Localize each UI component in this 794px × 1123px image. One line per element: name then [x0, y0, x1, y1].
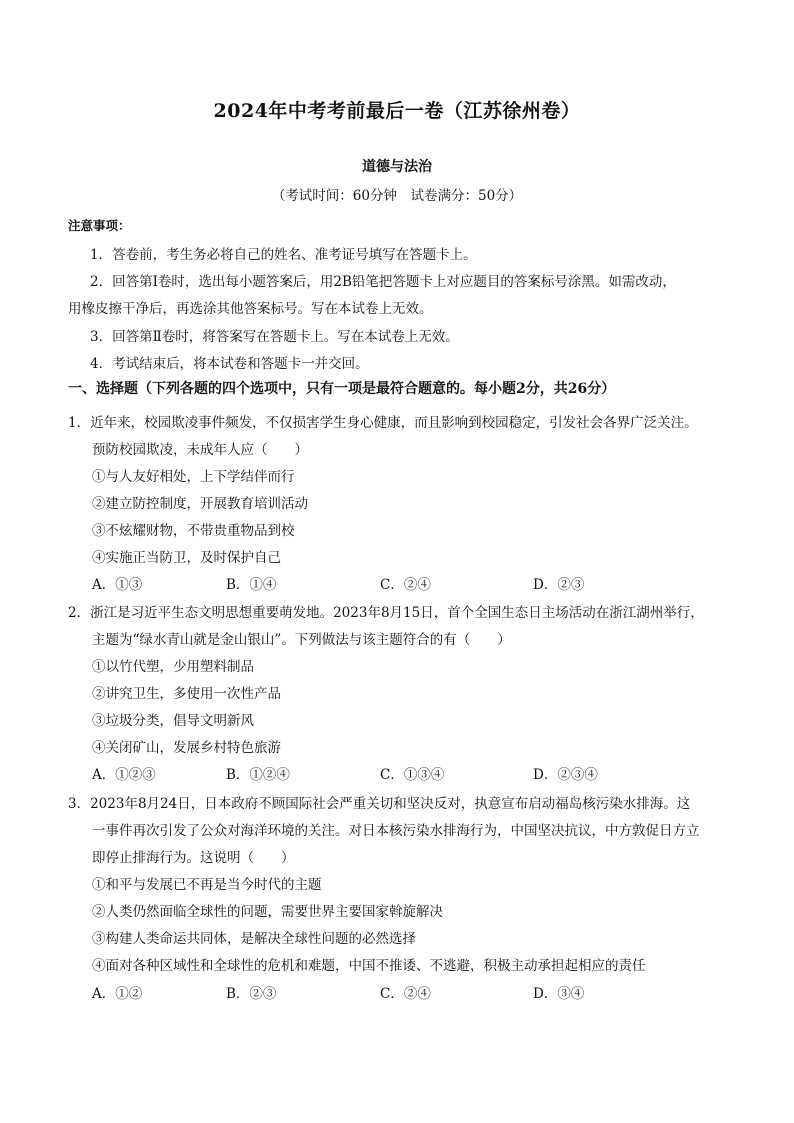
note-item: 用橡皮擦干净后，再选涂其他答案标号。写在本试卷上无效。	[68, 301, 433, 317]
question-stem: 1．近年来，校园欺凌事件频发，不仅损害学生身心健康，而且影响到校园稳定，引发社会各界广泛关注。	[68, 415, 698, 431]
question-stem: 2．浙江是习近平生态文明思想重要萌发地。2023年8月15日，首个全国生态日主场活动在浙江湖州举行，	[68, 605, 704, 621]
statement-item: ④关闭矿山，发展乡村特色旅游	[92, 740, 281, 756]
statement-item: ①和平与发展已不再是当今时代的主题	[92, 877, 322, 893]
option-b: B．①②④	[226, 767, 290, 783]
option-d: D．③④	[533, 986, 585, 1002]
question-stem: 即停止排海行为。这说明（ ）	[92, 850, 295, 866]
notes-title: 注意事项：	[68, 218, 131, 233]
option-a: A．①③	[92, 577, 143, 593]
statement-item: ④实施正当防卫，及时保护自己	[92, 550, 281, 566]
note-item: 2．回答第Ⅰ卷时，选出每小题答案后，用2B铅笔把答题卡上对应题目的答案标号涂黑。如需改动，	[90, 274, 676, 290]
option-c: C．②④	[380, 577, 431, 593]
question-stem: 主题为“绿水青山就是金山银山”。下列做法与该主题符合的有（ ）	[92, 632, 511, 648]
note-item: 3．回答第Ⅱ卷时，将答案写在答题卡上。写在本试卷上无效。	[90, 329, 459, 345]
statement-item: ④面对各种区域性和全球性的危机和难题，中国不推诿、不逃避，积极主动承担起相应的责任	[92, 958, 646, 974]
option-b: B．②③	[226, 986, 277, 1002]
exam-info: （考试时间：60分钟 试卷满分：50分）	[271, 188, 523, 204]
option-a: A．①②	[92, 986, 143, 1002]
section-heading: 一、选择题（下列各题的四个选项中，只有一项是最符合题意的。每小题2分，共26分）	[68, 381, 616, 397]
question-stem: 预防校园欺凌，未成年人应（ ）	[92, 442, 308, 458]
option-d: D．②③	[533, 577, 585, 593]
option-a: A．①②③	[92, 767, 156, 783]
statement-item: ③垃圾分类，倡导文明新风	[92, 713, 254, 729]
option-c: C．①③④	[380, 767, 445, 783]
option-b: B．①④	[226, 577, 277, 593]
statement-item: ②讲究卫生，多使用一次性产品	[92, 686, 281, 702]
option-d: D．②③④	[533, 767, 598, 783]
subject-title: 道德与法治	[362, 159, 432, 175]
statement-item: ①与人友好相处，上下学结伴而行	[92, 469, 295, 485]
statement-item: ②建立防控制度，开展教育培训活动	[92, 496, 308, 512]
note-item: 1．答卷前，考生务必将自己的姓名、准考证号填写在答题卡上。	[90, 247, 477, 263]
question-stem: 3．2023年8月24日，日本政府不顾国际社会严重关切和坚决反对，执意宣布启动福岛核污染水排海。这	[68, 796, 691, 812]
option-c: C．②④	[380, 986, 431, 1002]
question-stem: 一事件再次引发了公众对海洋环境的关注。对日本核污染水排海行为，中国坚决抗议，中方敦促日方立	[92, 823, 700, 839]
statement-item: ②人类仍然面临全球性的问题，需要世界主要国家斡旋解决	[92, 904, 443, 920]
note-item: 4．考试结束后，将本试卷和答题卡一并交回。	[90, 356, 369, 372]
statement-item: ③构建人类命运共同体，是解决全球性问题的必然选择	[92, 931, 416, 947]
statement-item: ①以竹代塑，少用塑料制品	[92, 659, 254, 675]
statement-item: ③不炫耀财物，不带贵重物品到校	[92, 523, 295, 539]
page-title: 2024年中考考前最后一卷（江苏徐州卷）	[213, 100, 581, 122]
